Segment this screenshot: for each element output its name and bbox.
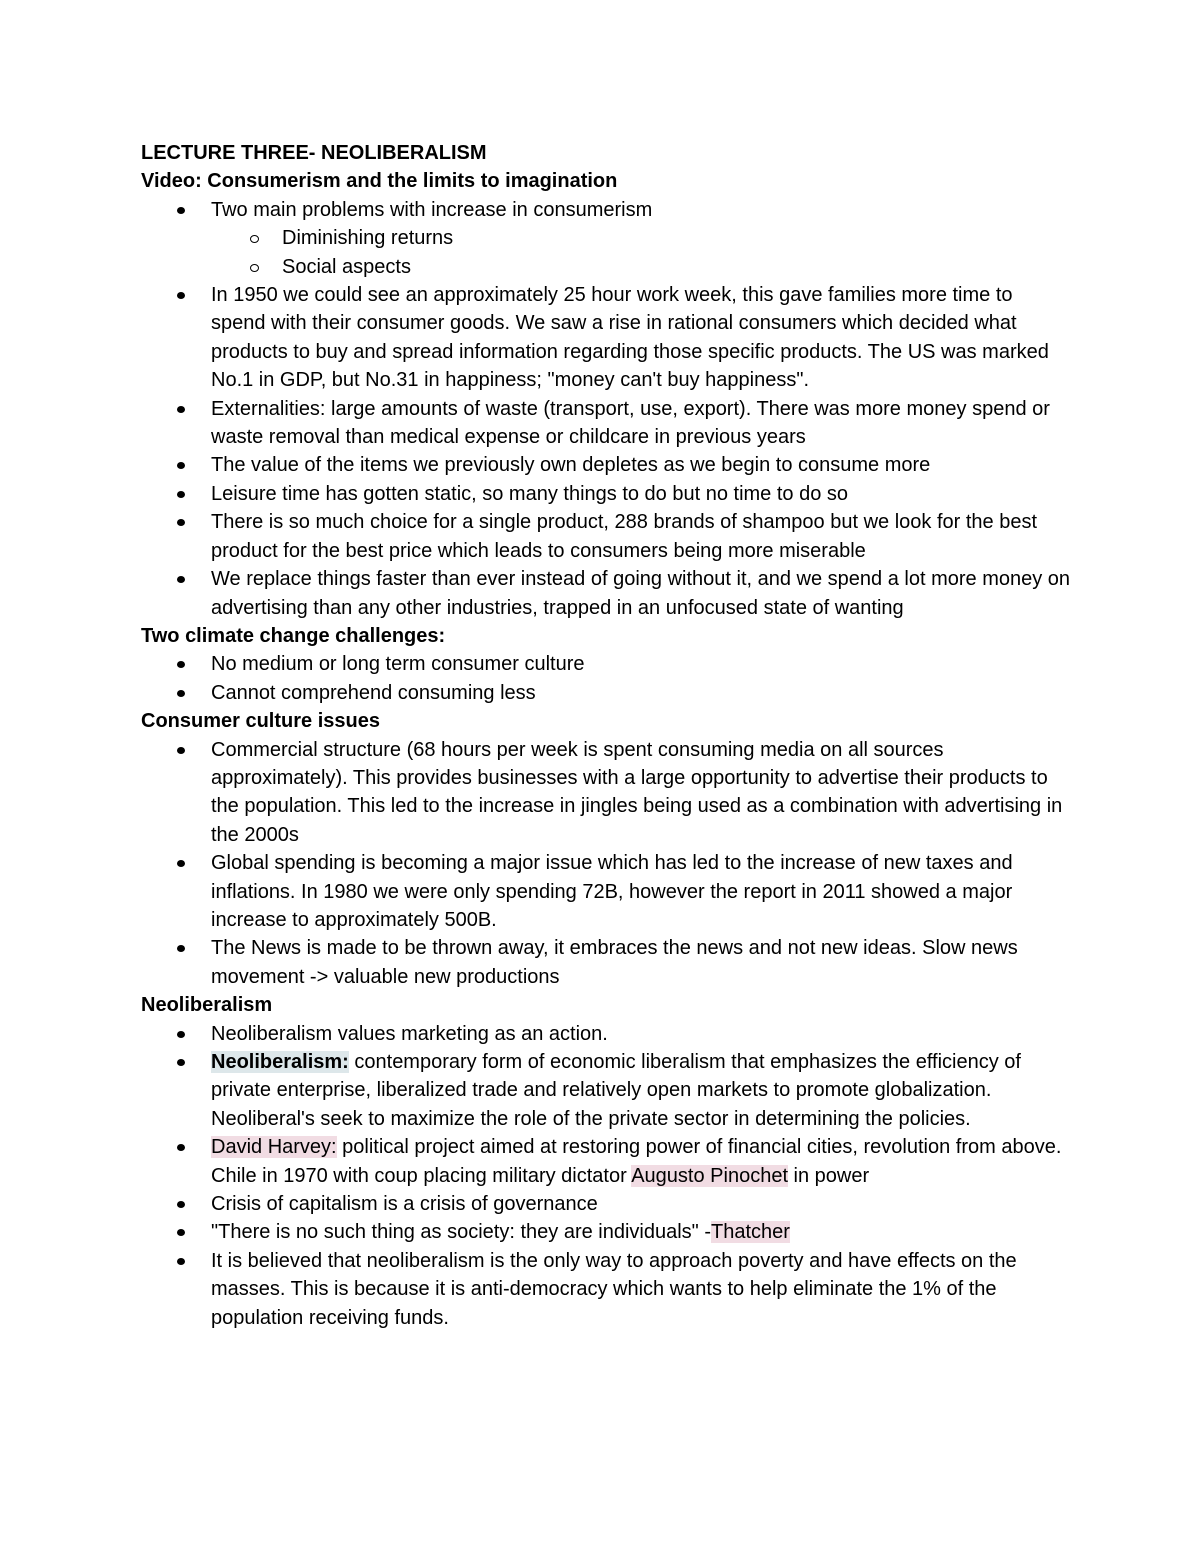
list-item-text: There is so much choice for a single product, 288 brands of shampoo but we look for the best product for the best price which leads to consumers being more miserable	[211, 511, 1038, 562]
list-item-text: Neoliberalism values marketing as an action.	[211, 1022, 608, 1045]
list-item-text: Cannot comprehend consuming less	[211, 681, 536, 704]
list-item-text: in power	[788, 1164, 870, 1187]
list-item	[211, 650, 1071, 678]
section-heading-consumer-culture: Consumer culture issues	[141, 710, 380, 733]
list-item-text: The value of the items we previously own depletes as we begin to consume more	[211, 454, 931, 477]
bullet-icon	[177, 860, 185, 867]
sub-list-item	[282, 224, 1071, 252]
bullet-icon	[177, 576, 185, 583]
bullet-icon	[177, 1059, 185, 1066]
list-item-text: Commercial structure (68 hours per week is spent consuming media on all sources approximately). This provides businesses with a large opportunity to advertise their products to the population. This led to the increase in jingles being used as a combination with advertising in the 2000s	[211, 738, 1063, 846]
list-item	[211, 508, 1071, 565]
list-item-text: "There is no such thing as society: they are individuals" -	[211, 1221, 711, 1244]
list-item	[211, 451, 1071, 479]
list-item	[211, 849, 1071, 934]
bullet-icon	[177, 1258, 185, 1265]
highlighted-name: David Harvey:	[211, 1136, 337, 1159]
list-item-text: Leisure time has gotten static, so many things to do but no time to do so	[211, 482, 849, 505]
document-page	[141, 139, 1071, 1332]
list-item-text: Crisis of capitalism is a crisis of governance	[211, 1193, 598, 1216]
bullet-icon	[177, 292, 185, 299]
section-heading-video: Video: Consumerism and the limits to imagination	[141, 170, 618, 193]
list-item-text: It is believed that neoliberalism is the only way to approach poverty and have effects on the masses. This is because it is anti-democracy which wants to help eliminate the 1% of the population receiving funds.	[211, 1249, 1017, 1329]
hollow-bullet-icon	[250, 235, 259, 243]
list-item-text: political project aimed at restoring power of financial cities, revolution from above. Chile in 1970 with coup placing military dictator	[211, 1136, 1062, 1187]
list-item	[211, 1048, 1071, 1133]
bullet-icon	[177, 519, 185, 526]
bullet-icon	[177, 747, 185, 754]
list-item	[211, 565, 1071, 622]
bullet-icon	[177, 491, 185, 498]
list-item-text: The News is made to be thrown away, it embraces the news and not new ideas. Slow news movement -> valuable new productions	[211, 937, 1018, 988]
bullet-list-climate	[141, 650, 1071, 707]
list-item	[211, 480, 1071, 508]
bullet-list-neoliberalism	[141, 1020, 1071, 1332]
bullet-list-consumer-culture	[141, 736, 1071, 992]
bullet-icon	[177, 1144, 185, 1151]
list-item	[211, 395, 1071, 452]
list-item-text: Global spending is becoming a major issue which has led to the increase of new taxes and inflations. In 1980 we were only spending 72B, however the report in 2011 showed a major increase to approximately 500B.	[211, 852, 1013, 931]
list-item	[211, 281, 1071, 395]
bullet-icon	[177, 1031, 185, 1038]
sub-bullet-list	[211, 224, 1071, 281]
list-item	[211, 1133, 1071, 1190]
bullet-icon	[177, 661, 185, 668]
bullet-icon	[177, 945, 185, 952]
list-item-text: In 1950 we could see an approximately 25 hour work week, this gave families more time to spend with their consumer goods. We saw a rise in rational consumers which decided what products to buy and spread information regarding those specific products. The US was marked No.1 in GDP, but No.31 in happiness; "money can't buy happiness".	[211, 284, 1049, 392]
page-title: LECTURE THREE- NEOLIBERALISM	[141, 142, 487, 164]
section-heading-climate: Two climate change challenges:	[141, 624, 446, 647]
list-item-text: No medium or long term consumer culture	[211, 653, 585, 676]
bullet-icon	[177, 462, 185, 469]
list-item	[211, 1020, 1071, 1048]
highlighted-name: Thatcher	[711, 1221, 790, 1244]
list-item	[211, 934, 1071, 991]
list-item-text: Two main problems with increase in consumerism	[211, 198, 653, 221]
sub-list-item	[282, 253, 1071, 281]
list-item	[211, 196, 1071, 281]
bullet-icon	[177, 1201, 185, 1208]
bullet-icon	[177, 1229, 185, 1236]
list-item-text: Externalities: large amounts of waste (transport, use, export). There was more money spend or waste removal than medical expense or childcare in previous years	[211, 397, 1050, 449]
list-item	[211, 679, 1071, 707]
hollow-bullet-icon	[250, 264, 259, 272]
list-item	[211, 1247, 1071, 1332]
sub-list-item-text: Social aspects	[282, 255, 411, 278]
highlighted-name: Augusto Pinochet	[631, 1164, 788, 1187]
list-item	[211, 1190, 1071, 1218]
bullet-icon	[177, 207, 185, 214]
list-item	[211, 736, 1071, 850]
list-item-text: We replace things faster than ever instead of going without it, and we spend a lot more money on advertising than any other industries, trapped in an unfocused state of wanting	[211, 568, 1071, 619]
sub-list-item-text: Diminishing returns	[282, 227, 454, 250]
list-item	[211, 1218, 1071, 1246]
bullet-icon	[177, 406, 185, 413]
bullet-list-video	[141, 196, 1071, 622]
list-item-text: contemporary form of economic liberalism that emphasizes the efficiency of private enterprise, liberalized trade and relatively open markets to promote globalization. Neoliberal's seek to maximize the role of the private sector in determining the policies.	[211, 1051, 1021, 1130]
section-heading-neoliberalism: Neoliberalism	[141, 994, 273, 1017]
highlighted-term: Neoliberalism:	[211, 1051, 349, 1073]
bullet-icon	[177, 690, 185, 697]
